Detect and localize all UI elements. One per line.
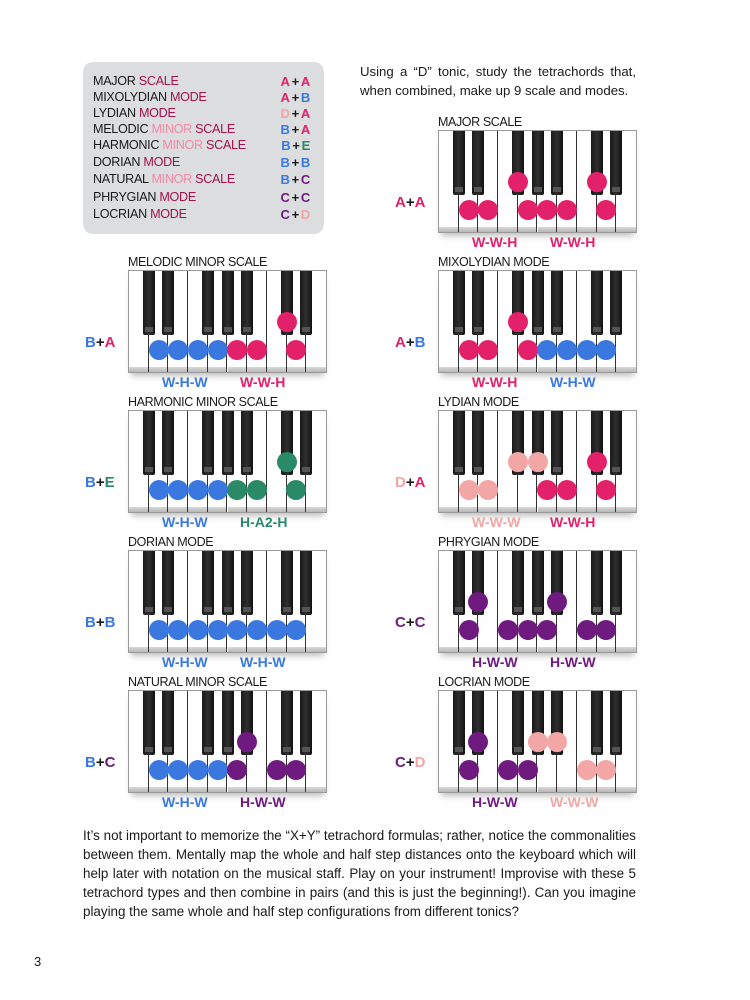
steps-right: H-W-W: [240, 794, 286, 810]
black-key: [143, 551, 155, 615]
formula-right: A: [300, 122, 310, 137]
steps-right: H-W-W: [550, 654, 596, 670]
piano-keyboard: [438, 130, 637, 233]
note-dot: [149, 340, 169, 360]
formula-plus: +: [291, 172, 299, 187]
note-dot: [508, 312, 528, 332]
note-dot: [247, 340, 267, 360]
note-dot: [208, 340, 228, 360]
formula-right: A: [104, 334, 116, 351]
formula-left: B: [85, 754, 96, 771]
formula-right: E: [104, 474, 115, 491]
legend-name: [93, 154, 180, 171]
legend-formula: [281, 154, 310, 171]
legend-formula: [281, 171, 310, 188]
keyboard-title: HARMONIC MINOR SCALE: [128, 395, 278, 409]
legend-formula: [281, 89, 310, 106]
note-dot: [577, 340, 597, 360]
black-key: [202, 271, 214, 335]
piano-keyboard: [128, 270, 327, 373]
black-key: [610, 271, 622, 335]
formula-left: D: [280, 106, 290, 121]
note-dot: [267, 620, 287, 640]
steps-left: W-H-W: [162, 374, 208, 390]
formula-right: A: [414, 194, 426, 211]
steps-left: W-W-H: [472, 374, 518, 390]
formula-left: B: [85, 474, 96, 491]
keyboard-formula: [85, 614, 115, 631]
piano-keyboard: [128, 550, 327, 653]
black-key: [300, 551, 312, 615]
piano-keyboard: [438, 550, 637, 653]
formula-left: B: [280, 172, 290, 187]
keyboard-formula: [395, 474, 425, 491]
black-key: [453, 411, 465, 475]
piano-keyboard: [438, 690, 637, 793]
steps-left: W-W-W: [472, 514, 521, 530]
legend-name: [93, 171, 235, 188]
black-key: [222, 411, 234, 475]
black-key: [143, 411, 155, 475]
black-key: [222, 271, 234, 335]
keyboard-title: LYDIAN MODE: [438, 395, 519, 409]
black-key: [472, 131, 484, 195]
formula-plus: +: [291, 122, 299, 137]
note-dot: [247, 480, 267, 500]
note-dot: [528, 452, 548, 472]
legend-name-main: MELODIC: [93, 122, 152, 136]
keyboard-title: PHRYGIAN MODE: [438, 535, 539, 549]
black-key: [551, 411, 563, 475]
black-key: [222, 691, 234, 755]
formula-plus: +: [291, 90, 299, 105]
steps-right: W-H-W: [550, 374, 596, 390]
note-dot: [208, 620, 228, 640]
formula-plus: +: [291, 74, 299, 89]
black-key: [551, 271, 563, 335]
legend-name-main: MAJOR: [93, 74, 139, 88]
steps-right: W-W-H: [550, 234, 596, 250]
black-key: [162, 411, 174, 475]
note-dot: [149, 480, 169, 500]
formula-plus: +: [292, 138, 300, 153]
black-key: [300, 411, 312, 475]
legend-row: [93, 121, 314, 138]
note-dot: [587, 172, 607, 192]
legend-name-accent: MODE: [138, 106, 176, 120]
legend-row: [93, 171, 314, 188]
legend-formula: [281, 105, 310, 122]
formula-right: C: [300, 172, 310, 187]
legend-name: [93, 121, 235, 138]
legend-name-main: PHRYGIAN: [93, 190, 160, 204]
formula-left: C: [395, 754, 406, 771]
steps-right: H-A2-H: [240, 514, 288, 530]
note-dot: [459, 760, 479, 780]
black-key: [202, 691, 214, 755]
steps-right: W-H-W: [240, 654, 286, 670]
black-key: [300, 271, 312, 335]
keyboard-mixolydian-mode: [395, 255, 738, 396]
black-key: [591, 271, 603, 335]
formula-left: C: [280, 190, 290, 205]
keyboard-dorian-mode: [85, 535, 428, 676]
note-dot: [149, 620, 169, 640]
black-key: [532, 551, 544, 615]
formula-right: B: [300, 155, 310, 170]
keyboard-title: MAJOR SCALE: [438, 115, 522, 129]
keyboard-title: MELODIC MINOR SCALE: [128, 255, 267, 269]
legend-name-accent: MODE: [169, 90, 207, 104]
black-key: [453, 271, 465, 335]
legend-name: [93, 189, 196, 206]
black-key: [241, 411, 253, 475]
formula-right: D: [414, 754, 426, 771]
black-key: [222, 551, 234, 615]
steps-right: W-W-H: [240, 374, 286, 390]
legend-name-main: LOCRIAN: [93, 207, 151, 221]
note-dot: [459, 480, 479, 500]
black-key: [281, 691, 293, 755]
legend-name-tail: SCALE: [191, 122, 235, 136]
black-key: [472, 271, 484, 335]
legend-formula: [281, 189, 310, 206]
legend-row: [93, 137, 314, 154]
steps-right: W-W-W: [550, 794, 599, 810]
black-key: [512, 551, 524, 615]
formula-legend: [83, 62, 324, 234]
note-dot: [188, 620, 208, 640]
legend-formula: [281, 137, 310, 154]
keyboard-title: MIXOLYDIAN MODE: [438, 255, 550, 269]
keyboard-formula: [85, 754, 115, 771]
legend-name-accent: MODE: [143, 155, 180, 169]
formula-plus: +: [405, 334, 415, 351]
black-key: [591, 691, 603, 755]
note-dot: [459, 200, 479, 220]
keyboard-natural-minor-scale: [85, 675, 428, 816]
note-dot: [508, 172, 528, 192]
note-dot: [267, 760, 287, 780]
formula-plus: +: [291, 190, 299, 205]
formula-left: B: [280, 155, 290, 170]
legend-name-main: LYDIAN: [93, 106, 139, 120]
steps-right: W-W-H: [550, 514, 596, 530]
legend-formula: [281, 73, 310, 90]
formula-left: B: [281, 138, 291, 153]
formula-plus: +: [405, 614, 415, 631]
black-key: [532, 271, 544, 335]
black-key: [610, 411, 622, 475]
black-key: [143, 691, 155, 755]
formula-right: C: [414, 614, 426, 631]
formula-right: A: [300, 106, 310, 121]
formula-right: D: [300, 207, 310, 222]
formula-left: C: [280, 207, 290, 222]
keyboard-melodic-minor-scale: [85, 255, 428, 396]
black-key: [143, 271, 155, 335]
formula-plus: +: [405, 754, 415, 771]
formula-plus: +: [95, 614, 105, 631]
note-dot: [577, 760, 597, 780]
note-dot: [208, 760, 228, 780]
steps-left: W-W-H: [472, 234, 518, 250]
black-key: [532, 131, 544, 195]
formula-left: A: [280, 74, 290, 89]
note-dot: [518, 620, 538, 640]
formula-plus: +: [405, 474, 415, 491]
black-key: [591, 551, 603, 615]
black-key: [610, 131, 622, 195]
black-key: [453, 551, 465, 615]
formula-right: E: [301, 138, 310, 153]
note-dot: [518, 340, 538, 360]
legend-name-minor: MINOR: [151, 172, 192, 186]
keyboard-lydian-mode: [395, 395, 738, 536]
steps-left: W-H-W: [162, 514, 208, 530]
formula-left: A: [280, 90, 290, 105]
note-dot: [577, 620, 597, 640]
formula-right: B: [300, 90, 310, 105]
black-key: [610, 551, 622, 615]
black-key: [202, 551, 214, 615]
formula-left: D: [395, 474, 406, 491]
legend-row: [93, 73, 314, 90]
intro-text: Using a “D” tonic, study the tetrachords that, when combined, make up 9 scale and modes.: [360, 64, 636, 98]
keyboard-formula: [85, 334, 115, 351]
note-dot: [557, 480, 577, 500]
formula-right: C: [104, 754, 116, 771]
legend-name: [93, 206, 187, 223]
legend-formula: [281, 121, 310, 138]
piano-keyboard: [438, 410, 637, 513]
steps-left: W-H-W: [162, 794, 208, 810]
black-key: [202, 411, 214, 475]
black-key: [162, 691, 174, 755]
legend-name-minor: MINOR: [151, 122, 192, 136]
legend-name: [93, 89, 207, 106]
note-dot: [188, 480, 208, 500]
legend-row: [93, 105, 314, 122]
piano-keyboard: [438, 270, 637, 373]
black-key: [453, 691, 465, 755]
legend-row: [93, 206, 314, 223]
keyboard-formula: [395, 754, 425, 771]
legend-name-main: HARMONIC: [93, 138, 163, 152]
piano-keyboard: [128, 410, 327, 513]
legend-name-accent: SCALE: [138, 74, 179, 88]
black-key: [241, 551, 253, 615]
note-dot: [518, 760, 538, 780]
keyboard-locrian-mode: [395, 675, 738, 816]
formula-left: C: [395, 614, 406, 631]
keyboard-formula: [395, 334, 425, 351]
keyboard-title: NATURAL MINOR SCALE: [128, 675, 267, 689]
legend-name-minor: MINOR: [162, 138, 203, 152]
keyboard-phrygian-mode: [395, 535, 738, 676]
black-key: [610, 691, 622, 755]
legend-name-main: NATURAL: [93, 172, 152, 186]
formula-right: B: [104, 614, 116, 631]
note-dot: [557, 200, 577, 220]
black-key: [162, 271, 174, 335]
formula-plus: +: [95, 474, 105, 491]
body-paragraph: It’s not important to memorize the “X+Y” tetrachord formulas; rather, notice the commonalities between them. Mentally map the whole and half step distances onto the keyboard which will help later with notation on the musical staff. Play on your instrument! Improvise with these 5 tetrachord types and then combine in pairs (and this is just the beginning!). Can you imagine playing the same whole and half step configurations from different tonics?: [83, 828, 636, 919]
note-dot: [587, 452, 607, 472]
formula-right: C: [300, 190, 310, 205]
black-key: [472, 411, 484, 475]
formula-plus: +: [405, 194, 415, 211]
page-number: 3: [34, 954, 42, 969]
formula-right: B: [414, 334, 426, 351]
legend-name-tail: SCALE: [191, 172, 235, 186]
keyboard-title: DORIAN MODE: [128, 535, 214, 549]
black-key: [453, 131, 465, 195]
legend-name: [93, 73, 179, 90]
black-key: [281, 551, 293, 615]
note-dot: [208, 480, 228, 500]
legend-name-main: DORIAN: [93, 155, 144, 169]
black-key: [551, 131, 563, 195]
note-dot: [557, 340, 577, 360]
keyboard-formula: [85, 474, 115, 491]
piano-keyboard: [128, 690, 327, 793]
formula-plus: +: [95, 754, 105, 771]
note-dot: [277, 452, 297, 472]
steps-left: H-W-W: [472, 654, 518, 670]
legend-row: [93, 89, 314, 106]
steps-left: H-W-W: [472, 794, 518, 810]
formula-left: B: [85, 614, 96, 631]
formula-left: B: [85, 334, 96, 351]
legend-name: [93, 137, 246, 154]
formula-left: A: [395, 194, 406, 211]
keyboard-major-scale: [395, 115, 738, 256]
formula-right: A: [300, 74, 310, 89]
note-dot: [528, 732, 548, 752]
formula-left: A: [395, 334, 406, 351]
legend-name-tail: SCALE: [202, 138, 246, 152]
legend-row: [93, 154, 314, 171]
keyboard-formula: [395, 194, 425, 211]
note-dot: [459, 620, 479, 640]
steps-left: W-H-W: [162, 654, 208, 670]
note-dot: [459, 340, 479, 360]
legend-name-main: MIXOLYDIAN: [93, 90, 170, 104]
formula-plus: +: [291, 155, 299, 170]
black-key: [300, 691, 312, 755]
formula-plus: +: [291, 207, 299, 222]
black-key: [162, 551, 174, 615]
legend-name-accent: MODE: [159, 190, 196, 204]
note-dot: [188, 760, 208, 780]
note-dot: [508, 452, 528, 472]
keyboard-formula: [395, 614, 425, 631]
formula-left: B: [280, 122, 290, 137]
keyboard-harmonic-minor-scale: [85, 395, 428, 536]
black-key: [512, 691, 524, 755]
formula-plus: +: [291, 106, 299, 121]
formula-plus: +: [95, 334, 105, 351]
keyboard-title: LOCRIAN MODE: [438, 675, 530, 689]
legend-formula: [281, 206, 310, 223]
note-dot: [498, 620, 518, 640]
legend-row: [93, 189, 314, 206]
note-dot: [188, 340, 208, 360]
formula-right: A: [414, 474, 426, 491]
note-dot: [247, 620, 267, 640]
note-dot: [277, 312, 297, 332]
black-key: [241, 271, 253, 335]
legend-name: [93, 105, 176, 122]
note-dot: [498, 760, 518, 780]
legend-name-accent: MODE: [150, 207, 187, 221]
note-dot: [518, 200, 538, 220]
note-dot: [149, 760, 169, 780]
